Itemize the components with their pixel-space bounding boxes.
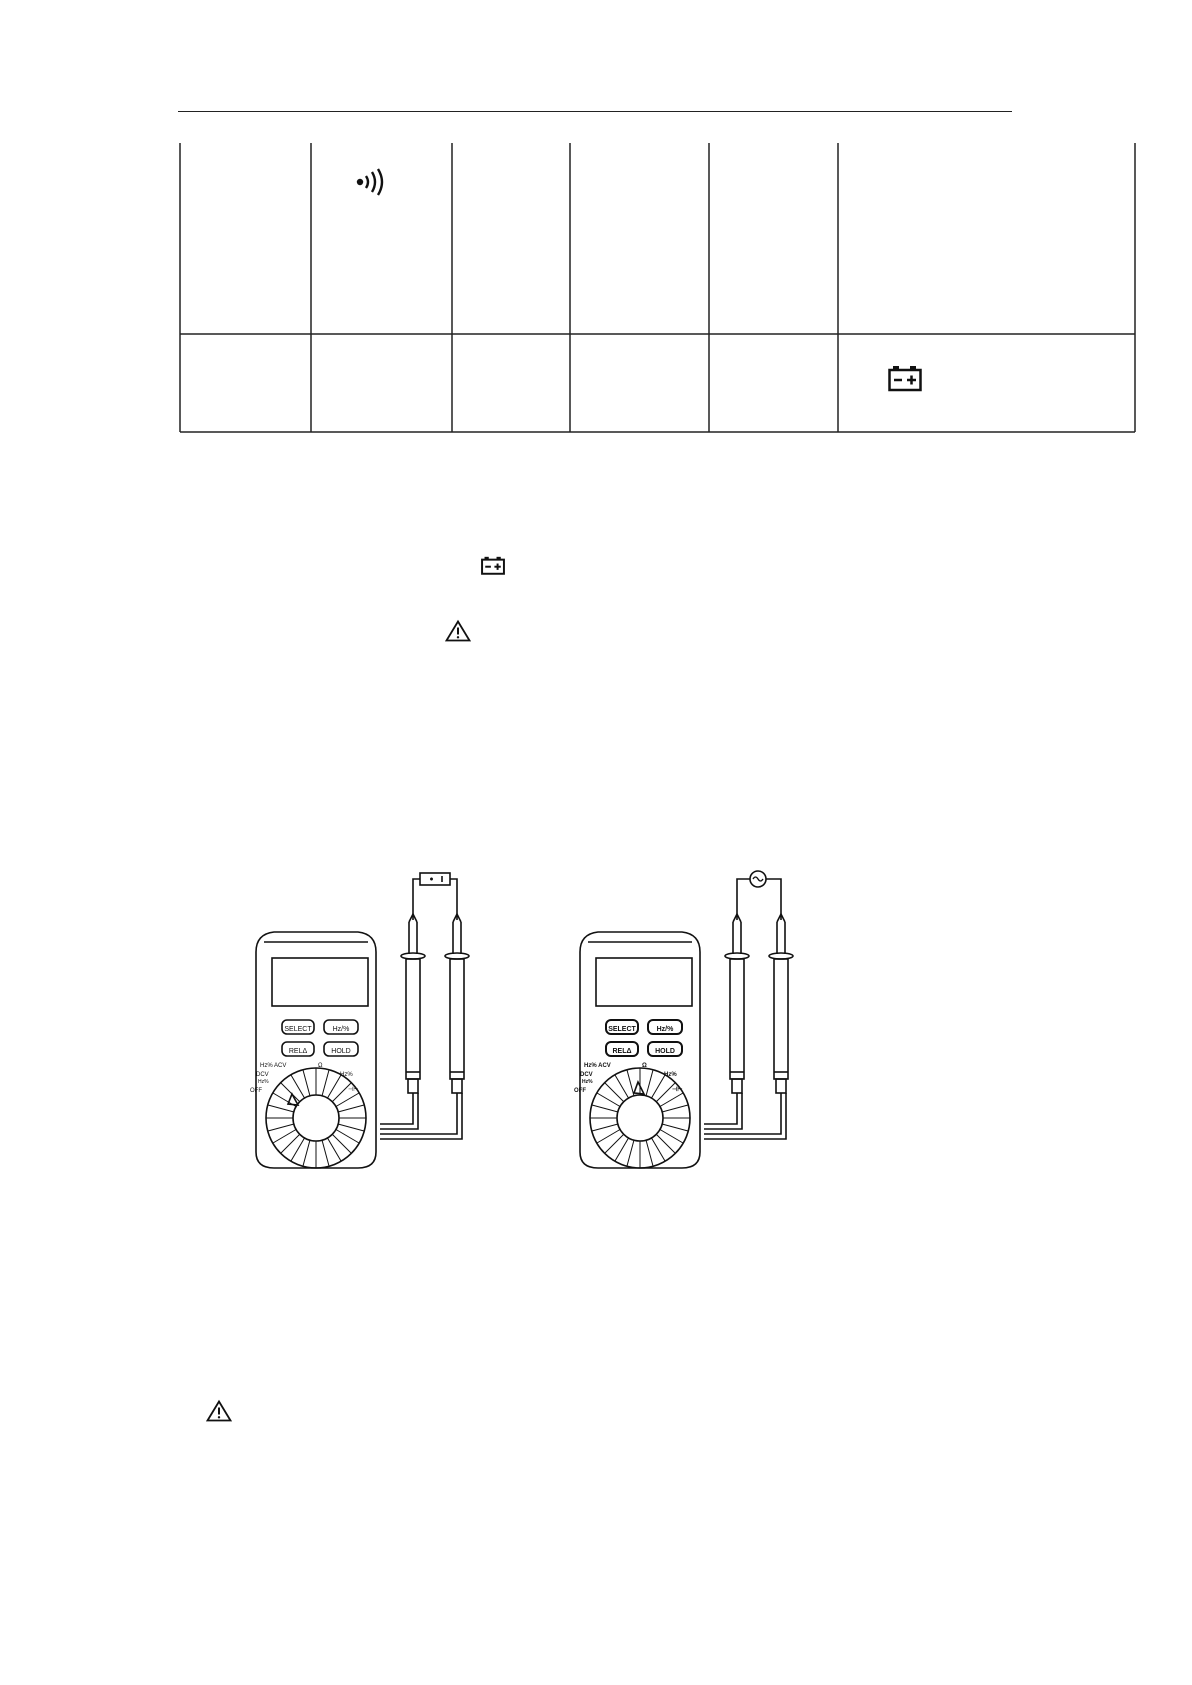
low-battery-icon [481,556,505,576]
dial-label-ohm: Ω [318,1063,323,1069]
rel-button: RELΔ [612,1048,632,1055]
select-button: SELECT [608,1026,636,1033]
continuity-beeper-icon [356,168,392,196]
dial-label-hz-right: Hz% [340,1072,353,1078]
dial-label-dcv: DCV [256,1072,269,1078]
hold-button: HOLD [655,1048,675,1055]
multimeter-ac-illustration [554,862,814,1170]
dial-label-off: OFF [574,1088,586,1094]
hold-button: HOLD [331,1048,351,1055]
battery-cell-icon [420,873,450,885]
dial-label-hz-right: Hz% [664,1072,677,1078]
dial-label-capacitance: ⊣⊢ [672,1087,683,1093]
dial-label-hz-acv: Hz% ACV [584,1063,611,1069]
dial-label-ohm: Ω [642,1063,647,1069]
dial-label-hz: Hz% [582,1079,593,1085]
hz-button: Hz/% [656,1026,674,1033]
spec-table-fragment [0,0,1192,440]
multimeter-dc-illustration [230,862,490,1170]
dial-label-dcv: DCV [580,1072,593,1078]
dial-label-off: OFF [250,1088,262,1094]
warning-triangle-icon [206,1400,232,1422]
dial-label-capacitance: ⊣⊢ [348,1087,359,1093]
warning-triangle-icon [445,620,471,642]
rel-button: RELΔ [288,1048,308,1055]
dial-label-hz-acv: Hz% ACV [260,1063,287,1069]
select-button: SELECT [284,1026,312,1033]
hz-button: Hz/% [332,1026,350,1033]
dial-label-hz: Hz% [258,1079,269,1085]
low-battery-icon [888,366,922,392]
